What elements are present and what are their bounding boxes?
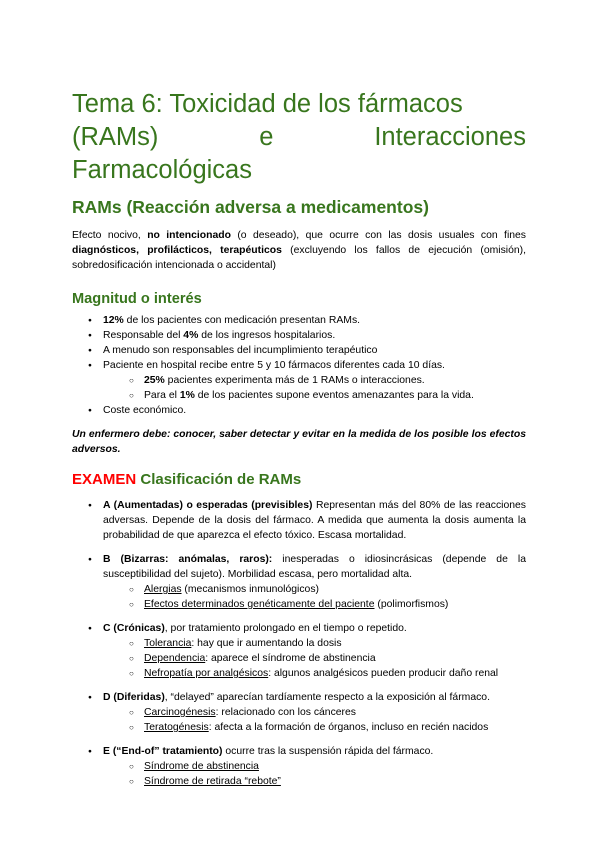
page-title xyxy=(72,88,526,187)
sub-list-item xyxy=(72,636,526,651)
sub-list-item xyxy=(72,774,526,789)
enfermero-note: Un enfermero debe: conocer, saber detectar y evitar en la medida de los posible los efectos adversos. xyxy=(72,429,526,455)
text-run-bold: C (Crónicas) xyxy=(103,623,165,634)
text-run-bold: D (Diferidas) xyxy=(103,692,165,703)
exam-tag: EXAMEN xyxy=(72,471,137,488)
text-run-bold: 25% xyxy=(144,375,165,386)
text-run: : hay que ir aumentando la dosis xyxy=(191,638,342,649)
text-run-underline: Nefropatía por analgésicos xyxy=(144,668,269,679)
sub-list-item xyxy=(72,388,526,403)
text-run: (mecanismos inmunológicos) xyxy=(181,584,319,595)
text-run: inesperadas o idiosincrásicas (depende de la susceptibilidad del sujeto). Morbilidad escasa, pero mortalidad alta. xyxy=(103,554,526,580)
title-word: Interacciones xyxy=(374,123,526,151)
rams-definition xyxy=(72,228,526,273)
sub-list-item xyxy=(72,720,526,735)
text-run: Efecto nocivo, xyxy=(72,230,148,241)
list-item: ● A menudo son responsables del incumplimiento terapéutico xyxy=(72,343,526,358)
clasificacion-list-e xyxy=(72,744,526,789)
text-run-bold: no intencionado xyxy=(147,230,231,241)
text-run-underline: Efectos determinados genéticamente del paciente xyxy=(144,599,375,610)
text-run-underline: Alergias xyxy=(144,584,182,595)
magnitud-list xyxy=(72,313,526,418)
text-run: : algunos analgésicos pueden producir daño renal xyxy=(268,668,499,679)
clasificacion-title: Clasificación de RAMs xyxy=(136,471,302,488)
text-run: pacientes experimenta más de 1 RAMs o interacciones. xyxy=(164,375,425,386)
list-item-d xyxy=(72,690,526,705)
text-run: de los pacientes con medicación presentan RAMs. xyxy=(123,315,361,326)
text-run-underline: Síndrome de retirada “rebote” xyxy=(144,776,281,787)
text-run-underline: Teratogénesis xyxy=(144,722,209,733)
text-run-bold: A (Aumentadas) o esperadas (previsibles) xyxy=(103,500,313,511)
text-run-underline: Dependencia xyxy=(144,653,206,664)
list-item-a xyxy=(72,498,526,543)
clasificacion-list-c xyxy=(72,621,526,681)
text-run: ocurre tras la suspensión rápida del fármaco. xyxy=(222,746,434,757)
text-run: : aparece el síndrome de abstinencia xyxy=(205,653,376,664)
text-run: Representan más del 80% de las reacciones adversas. Depende de la dosis del fármaco. A medida que aumenta la dosis aumenta la probabilidad de que aparezca el efecto tóxico. Escasa mortalidad. xyxy=(103,500,526,541)
sub-list-item xyxy=(72,759,526,774)
clasificacion-list-b xyxy=(72,552,526,612)
list-item: ● Paciente en hospital recibe entre 5 y 10 fármacos diferentes cada 10 días. xyxy=(72,358,526,373)
sub-list-item xyxy=(72,597,526,612)
list-item-c xyxy=(72,621,526,636)
list-item xyxy=(72,313,526,328)
sub-list-item xyxy=(72,705,526,720)
list-item-e xyxy=(72,744,526,759)
text-run: , “delayed” aparecían tardíamente respecto a la exposición al fármaco. xyxy=(164,692,490,703)
title-line-1: Tema 6: Toxicidad de los fármacos xyxy=(72,90,463,118)
text-run: (excluyendo los fallos de ejecución (omisión), sobredosificación intencionada o accidental) xyxy=(72,245,526,271)
text-run-underline: Carcinogénesis xyxy=(144,707,216,718)
sub-list-item xyxy=(72,666,526,681)
text-run-bold: E (“End-of” tratamiento) xyxy=(103,746,223,757)
document-page xyxy=(72,88,526,789)
rams-heading: RAMs (Reacción adversa a medicamentos) xyxy=(72,197,429,217)
text-run: de los ingresos hospitalarios. xyxy=(198,330,336,341)
text-run-underline: Síndrome de abstinencia xyxy=(144,761,259,772)
text-run-bold: 12% xyxy=(103,315,124,326)
text-run: de los pacientes supone eventos amenazantes para la vida. xyxy=(194,390,474,401)
text-run: : afecta a la formación de órganos, incluso en recién nacidos xyxy=(208,722,489,733)
title-line-3: Farmacológicas xyxy=(72,156,252,184)
text-run: Responsable del xyxy=(103,330,184,341)
text-run: (polimorfismos) xyxy=(374,599,449,610)
sub-list-item xyxy=(72,373,526,388)
list-item xyxy=(72,328,526,343)
text-run: (o deseado), que ocurre con las dosis usuales con fines xyxy=(230,230,526,241)
text-run-bold: 4% xyxy=(183,330,199,341)
magnitud-heading: Magnitud o interés xyxy=(72,291,202,307)
list-item: ● Coste económico. xyxy=(72,403,526,418)
clasificacion-heading xyxy=(72,471,526,489)
sub-list-item xyxy=(72,651,526,666)
text-run: Para el xyxy=(144,390,180,401)
clasificacion-list xyxy=(72,498,526,543)
text-run-underline: Tolerancia xyxy=(144,638,192,649)
title-word: e xyxy=(259,123,274,151)
clasificacion-list-d xyxy=(72,690,526,735)
title-line-2 xyxy=(72,121,526,154)
text-run-bold: diagnósticos, profilácticos, terapéuticos xyxy=(72,245,282,256)
title-word: (RAMs) xyxy=(72,123,159,151)
text-run: : relacionado con los cánceres xyxy=(215,707,356,718)
text-run-bold: B (Bizarras: anómalas, raros): xyxy=(103,554,273,565)
list-item-b xyxy=(72,552,526,582)
text-run: , por tratamiento prolongado en el tiempo o repetido. xyxy=(164,623,407,634)
text-run-bold: 1% xyxy=(179,390,195,401)
sub-list-item xyxy=(72,582,526,597)
